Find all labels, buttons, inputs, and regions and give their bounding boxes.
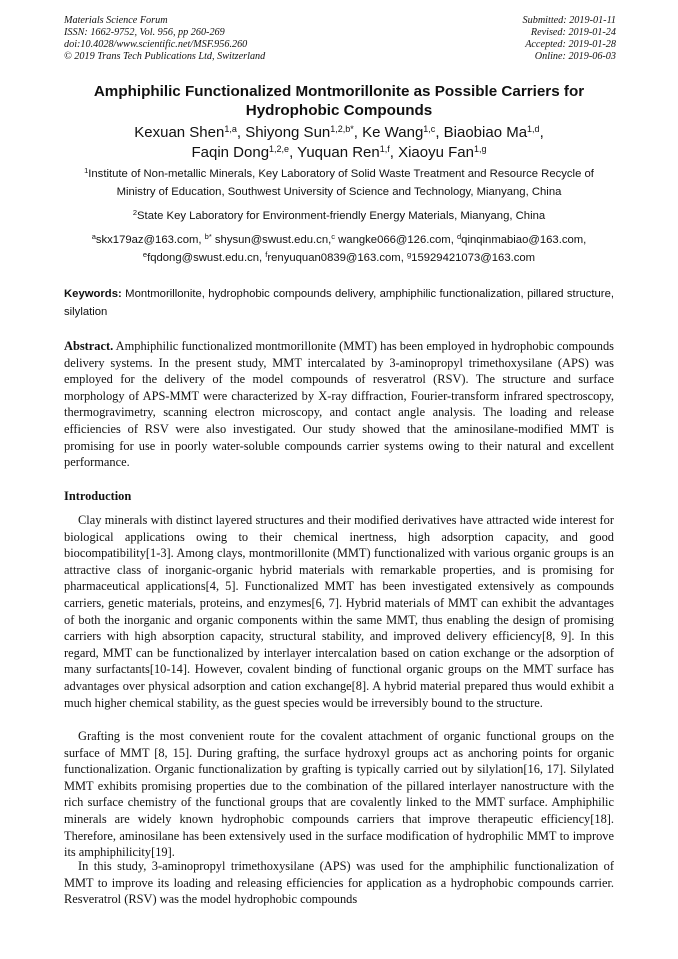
- accepted-date: Accepted: 2019-01-28: [525, 39, 616, 50]
- keywords-text: Montmorillonite, hydrophobic compounds delivery, amphiphilic functionalization, pillared structure, silylation: [64, 288, 614, 318]
- abstract-text: Amphiphilic functionalized montmorillonite (MMT) has been employed in hydrophobic compounds delivery systems. In the present study, MMT intercalated by 3-aminopropyl trimethoxysilane (APS) was employed for the delivery of the model compounds of resveratrol (RSV). The structure and surface morphology of APS-MMT were characterized by X-ray diffraction, Fourier-transform infrared spectroscopy, thermogravimetry, scanning electron microscopy, and contact angle analysis. The loading and release efficiencies of RSV were also investigated. Our study showed that the aminosilane-modified MMT is promising for use in poorly water-soluble compounds carrier systems owing to their natural and excellent performance.: [64, 339, 614, 470]
- email-address[interactable]: skx179az@163.com,: [95, 234, 205, 246]
- revised-date: Revised: 2019-01-24: [530, 27, 616, 38]
- author-name: Ke Wang: [362, 124, 424, 141]
- author-name: Biaobiao Ma: [443, 124, 528, 141]
- author-name: Xiaoyu Fan: [398, 144, 474, 161]
- author-affil-mark: 1,2,b*: [330, 124, 354, 134]
- intro-paragraph-2: Grafting is the most convenient route for the covalent attachment of organic functional groups on the surface of MMT [8, 15]. During grafting, the surface hydroxyl groups act as anchoring points for organic functionalization. Organic functionalization by grafting is typically carried out by silylation[16, 17]. Silylated MMT exhibits promising properties due to the combination of the pillared interlayer nanostructure with the rich surface chemistry of the functional groups that are covalently linked to the MMT surface. Amphiphilic minerals are widely known hydrophobic compounds carriers that improve therapeutic efficiency[18]. Therefore, aminosilane has been extensively used in the surface modification of hydrophilic MMT to improve its amphiphilicity[19].: [64, 729, 614, 860]
- section-heading-introduction: Introduction: [64, 489, 132, 503]
- submitted-date: Submitted: 2019-01-11: [522, 15, 616, 26]
- author-affil-mark: 1,a: [224, 124, 237, 134]
- email-mark: d: [457, 232, 462, 241]
- author-affil-mark: 1,c: [423, 124, 436, 134]
- abstract: [64, 338, 614, 471]
- author-list: Kexuan Shen$^{1,a}$, Shiyong Sun$^{1,2,b*}$, Ke Wang$^{1,c}$, Biaobiao Ma$^{1,d}$, Faqin Dong$^{1,2,e}$, Yuquan Ren$^{1,f}$, Xiaoyu Fan$^{1,g}$: [134, 124, 544, 161]
- abstract-label: Abstract.: [64, 339, 114, 353]
- affiliation-mark: 2: [132, 208, 138, 217]
- issn-line: ISSN: 1662-9752, Vol. 956, pp 260-269: [64, 27, 225, 38]
- author-emails: [64, 231, 614, 267]
- email-address[interactable]: renyuquan0839@163.com,: [267, 252, 407, 264]
- affiliation-2: [64, 207, 614, 225]
- keywords-label: Keywords:: [64, 288, 122, 300]
- doi-line: doi:10.4028/www.scientific.net/MSF.956.260: [64, 39, 248, 50]
- author-affil-mark: 1,f: [379, 144, 390, 154]
- email-mark: g: [407, 250, 412, 259]
- email-mark: a: [91, 232, 96, 241]
- author-affil-mark: 1,d: [527, 124, 540, 134]
- email-address[interactable]: 15929421073@163.com: [411, 252, 536, 264]
- intro-paragraph-3: In this study, 3-aminopropyl trimethoxysilane (APS) was used for the amphiphilic functionalization of MMT to improve its loading and releasing efficiencies for application as a hydrophobic compounds carrier. Resveratrol (RSV) was the model hydrophobic compounds: [64, 859, 614, 907]
- email-mark: c: [331, 232, 335, 241]
- affiliation-mark: 1: [84, 166, 89, 175]
- intro-paragraph-1: Clay minerals with distinct layered structures and their modified derivatives have attracted wide interest for biological applications owing to their chemical inertness, high adsorption capacity, and good biocompatibility[1-3]. Among clays, montmorillonite (MMT) functionalized with various organic groups is an attractive class of inorganic-organic hybrid materials with remarkable properties, and is promising for pharmaceutical applications[4, 5]. Functionalized MMT has been investigated extensively as compounds carriers, genetic materials, proteins, and enzymes[6, 7]. Hybrid materials of MMT can exhibit the advantages of both the inorganic and organic components within the same MMT, thus enabling the design of promising carriers with high absorption capacity, structural stability, and improved delivery efficiency[8, 9]. In this regard, MMT can be functionalized by interlayer intercalation based on cation exchange or the adsorption of many surfactants[10-14]. However, covalent binding of functional organic groups on the MMT surface has advantages over physical adsorption and cation exchange[8]. A hybrid material prepared thus would exhibit a much higher chemical stability, as the guest species would be irreversibly bound to the structure.: [64, 513, 614, 710]
- copyright-line: © 2019 Trans Tech Publications Ltd, Switzerland: [64, 51, 266, 62]
- affiliation-text: Institute of Non-metallic Minerals, Key Laboratory of Solid Waste Treatment and Resource Recycle of Ministry of Education, Southwest University of Science and Technology, Mianyang, China: [88, 168, 594, 198]
- author-name: Faqin Dong: [191, 144, 270, 161]
- affiliation-1: [64, 165, 614, 201]
- author-name: Kexuan Shen: [134, 124, 225, 141]
- keywords: [64, 285, 614, 321]
- journal-header-right: [523, 15, 616, 63]
- journal-name: Materials Science Forum: [64, 15, 168, 26]
- author-name: Shiyong Sun: [245, 124, 331, 141]
- email-address[interactable]: qinqinmabiao@163.com,: [461, 234, 587, 246]
- email-address[interactable]: wangke066@126.com,: [335, 234, 457, 246]
- email-mark: f: [265, 250, 268, 259]
- author-affil-mark: 1,g: [473, 144, 487, 154]
- affiliation-text: State Key Laboratory for Environment-friendly Energy Materials, Mianyang, China: [137, 210, 546, 222]
- author-name: Yuquan Ren: [297, 144, 380, 161]
- journal-header-left: [64, 15, 265, 63]
- email-mark: b*: [204, 232, 212, 241]
- email-address[interactable]: shysun@swust.edu.cn,: [211, 234, 332, 246]
- paper-title: Amphiphilic Functionalized Montmorillonite as Possible Carriers for Hydrophobic Compounds: [93, 83, 585, 119]
- online-date: Online: 2019-06-03: [534, 51, 616, 62]
- email-mark: e: [142, 250, 148, 259]
- email-address[interactable]: fqdong@swust.edu.cn,: [147, 252, 266, 264]
- author-affil-mark: 1,2,e: [269, 144, 290, 154]
